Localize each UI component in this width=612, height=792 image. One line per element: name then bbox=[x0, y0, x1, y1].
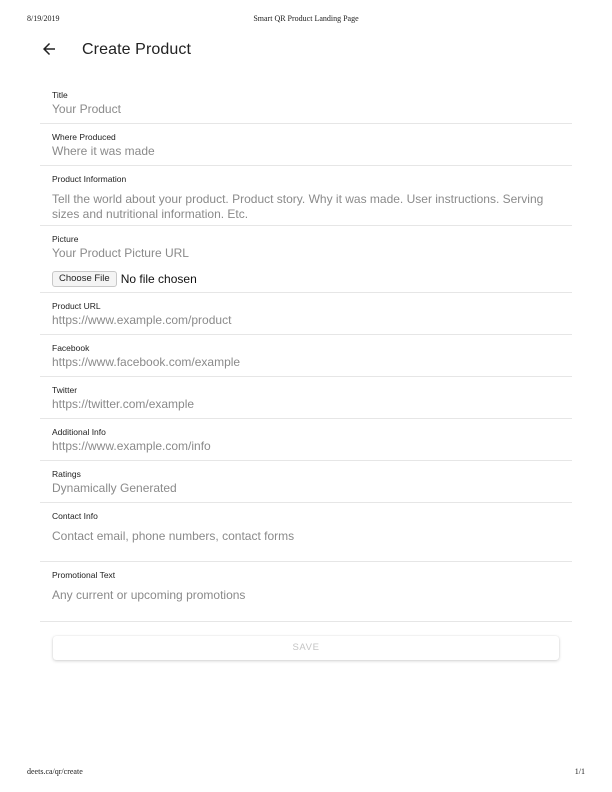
print-url: deets.ca/qr/create bbox=[27, 767, 83, 776]
print-page-count: 1/1 bbox=[574, 767, 585, 776]
ratings-label: Ratings bbox=[52, 469, 81, 479]
print-header bbox=[27, 14, 585, 26]
save-button[interactable]: SAVE bbox=[53, 636, 559, 660]
product-url-input[interactable]: https://www.example.com/product bbox=[52, 313, 232, 327]
facebook-field bbox=[40, 335, 572, 377]
contact-info-label: Contact Info bbox=[52, 511, 98, 521]
print-date: 8/19/2019 bbox=[27, 14, 60, 23]
facebook-input[interactable]: https://www.facebook.com/example bbox=[52, 355, 241, 369]
where-produced-label: Where Produced bbox=[52, 132, 116, 142]
promotional-text-field bbox=[40, 562, 572, 622]
additional-info-label: Additional Info bbox=[52, 427, 106, 437]
facebook-label: Facebook bbox=[52, 343, 90, 353]
product-url-label: Product URL bbox=[52, 301, 101, 311]
additional-info-field bbox=[40, 419, 572, 461]
file-status: No file chosen bbox=[120, 272, 197, 286]
choose-file-button[interactable]: Choose File bbox=[52, 271, 117, 287]
picture-field bbox=[40, 226, 572, 293]
print-footer bbox=[27, 767, 585, 779]
promotional-text-label: Promotional Text bbox=[52, 570, 116, 580]
title-label: Title bbox=[52, 90, 68, 100]
product-url-field bbox=[40, 293, 572, 335]
contact-info-textarea[interactable]: Contact email, phone numbers, contact forms bbox=[52, 529, 295, 543]
title-field bbox=[40, 82, 572, 124]
picture-url-input[interactable]: Your Product Picture URL bbox=[52, 246, 189, 260]
create-product-form bbox=[40, 82, 572, 622]
arrow-left-icon bbox=[40, 40, 58, 58]
app-bar bbox=[40, 36, 340, 66]
page-title: Create Product bbox=[82, 41, 192, 58]
twitter-label: Twitter bbox=[52, 385, 78, 395]
file-picker bbox=[52, 270, 197, 288]
print-doc-title: Smart QR Product Landing Page bbox=[253, 14, 359, 23]
picture-label: Picture bbox=[52, 234, 79, 244]
product-information-textarea[interactable]: Tell the world about your product. Product story. Why it was made. User instructions. Serving sizes and nutritional information. Etc. bbox=[52, 192, 544, 221]
twitter-input[interactable]: https://twitter.com/example bbox=[52, 397, 195, 411]
product-information-label: Product Information bbox=[52, 174, 127, 184]
additional-info-input[interactable]: https://www.example.com/info bbox=[52, 439, 211, 453]
contact-info-field bbox=[40, 503, 572, 562]
back-button[interactable] bbox=[40, 40, 58, 58]
product-information-field bbox=[40, 166, 572, 226]
ratings-input[interactable]: Dynamically Generated bbox=[52, 481, 177, 495]
where-produced-input[interactable]: Where it was made bbox=[52, 144, 155, 158]
title-input[interactable]: Your Product bbox=[52, 102, 121, 116]
promotional-text-textarea[interactable]: Any current or upcoming promotions bbox=[52, 588, 246, 602]
twitter-field bbox=[40, 377, 572, 419]
where-produced-field bbox=[40, 124, 572, 166]
ratings-field bbox=[40, 461, 572, 503]
